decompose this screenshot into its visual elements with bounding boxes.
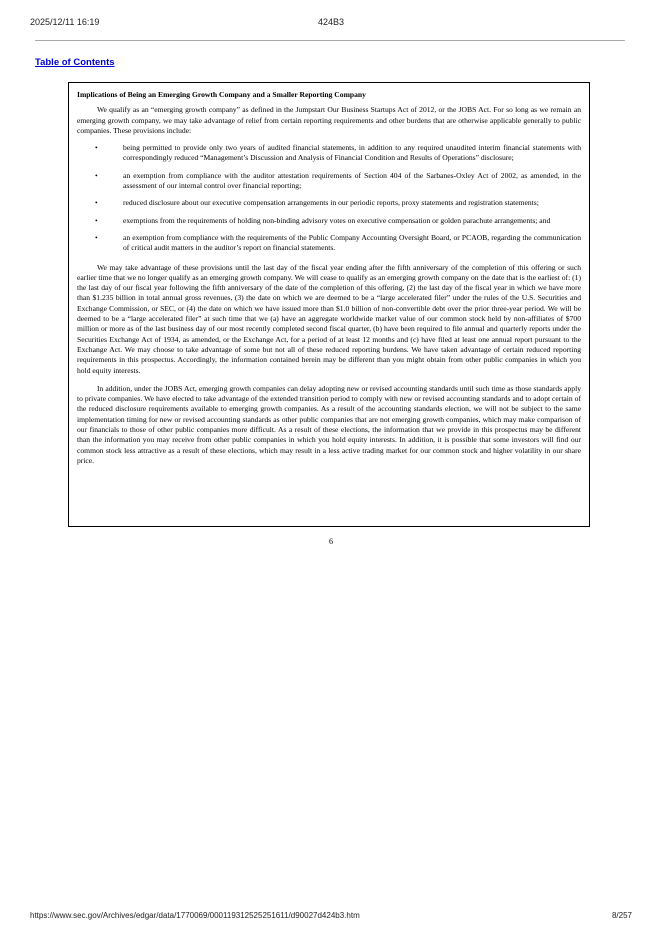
- list-item-text: an exemption from compliance with the auditor attestation requirements of Section 404 of the Sarbanes-Oxley Act of 2002, as amended, in the assessment of our internal control over financial reporting;: [123, 170, 581, 191]
- page-counter: 8/257: [611, 911, 632, 920]
- provisions-list: [77, 143, 581, 253]
- intro-paragraph: We qualify as an “emerging growth company” as defined in the Jumpstart Our Business Startups Act of 2012, or the JOBS Act. For so long as we remain an emerging growth company, we may take advantage of relief from certain reporting requirements and other burdens that are otherwise applicable generally to public companies. These provisions include:: [77, 105, 581, 135]
- list-item: [77, 198, 581, 208]
- list-item: [77, 171, 581, 192]
- print-doc-title: 424B3: [317, 17, 345, 27]
- header-divider: [35, 40, 625, 41]
- page-url: https://www.sec.gov/Archives/edgar/data/1770069/000119312525251611/d90027d424b3.htm: [30, 911, 360, 920]
- list-item-text: an exemption from compliance with the requirements of the Public Company Accounting Oversight Board, or PCAOB, regarding the communication of critical audit matters in the auditor’s report on financial statements.: [123, 232, 581, 253]
- emerging-growth-section-box: [68, 82, 590, 527]
- table-of-contents-link[interactable]: Table of Contents: [35, 57, 115, 68]
- bullet-icon: •: [95, 143, 98, 153]
- bullet-icon: •: [95, 198, 98, 208]
- list-item: [77, 216, 581, 226]
- qualification-paragraph: We may take advantage of these provisions until the last day of the fiscal year ending after the fifth anniversary of the completion of this offering or such earlier time that we no longer qualify as an emerging growth company. We will cease to qualify as an emerging growth company on the date that is the earliest of: (1) the last day of our fiscal year following the fifth anniversary of the date of the completion of this offering, (2) the last day of the fiscal year in which we have more than $1.235 billion in total annual gross revenues, (3) the date on which we are deemed to be a “large accelerated filer” under the rules of the U.S. Securities and Exchange Commission, or SEC, or (4) the date on which we have issued more than $1.0 billion of non-convertible debt over the prior three-year period. We will be deemed to be a “large accelerated filer” at such time that we (a) have an aggregate worldwide market value of our common stock held by non-affiliates of $700 million or more as of the last business day of our most recently completed second fiscal quarter, (b) have been required to file annual and quarterly reports under the Securities Exchange Act of 1934, as amended, or the Exchange Act, for a period of at least 12 months and (c) have filed at least one annual report pursuant to the Exchange Act. We may choose to take advantage of some but not all of these reduced reporting burdens. We have taken advantage of certain reduced reporting requirements in this prospectus. Accordingly, the information contained herein may be different than you might obtain from other public companies in which you hold equity interests.: [77, 262, 581, 375]
- list-item-text: being permitted to provide only two years of audited financial statements, in addition to any required unaudited interim financial statements with correspondingly reduced “Management’s Discussion and Analysis of Financial Condition and Results of Operations” disclosure;: [123, 143, 581, 163]
- list-item: [77, 143, 581, 164]
- accounting-standards-paragraph: In addition, under the JOBS Act, emerging growth companies can delay adopting new or revised accounting standards until such time as those standards apply to private companies. We have elected to take advantage of the extended transition period to comply with new or revised accounting standards and to adopt certain of the reduced disclosure requirements available to emerging growth companies. As a result of the accounting standards election, we will not be subject to the same implementation timing for new or revised accounting standards as other public companies that are not emerging growth companies, which may make comparison of our financials to those of other public companies more difficult. As a result of these elections, the information that we provide in this prospectus may be different than the information you may receive from other public companies in which you hold equity interests. In addition, it is possible that some investors will find our common stock less attractive as a result of these elections, which may result in a less active trading market for our common stock and higher volatility in our share price.: [77, 383, 581, 465]
- bullet-icon: •: [95, 232, 98, 242]
- bullet-icon: •: [95, 170, 98, 180]
- bullet-icon: •: [95, 215, 98, 225]
- list-item-text: exemptions from the requirements of holding non-binding advisory votes on executive compensation or golden parachute arrangements; and: [123, 215, 551, 225]
- list-item-text: reduced disclosure about our executive compensation arrangements in our periodic reports, proxy statements and registration statements;: [123, 198, 539, 208]
- section-heading: Implications of Being an Emerging Growth Company and a Smaller Reporting Company: [77, 90, 366, 99]
- page-number: 6: [329, 537, 333, 546]
- list-item: [77, 233, 581, 254]
- print-datetime: 2025/12/11 16:19: [30, 17, 100, 27]
